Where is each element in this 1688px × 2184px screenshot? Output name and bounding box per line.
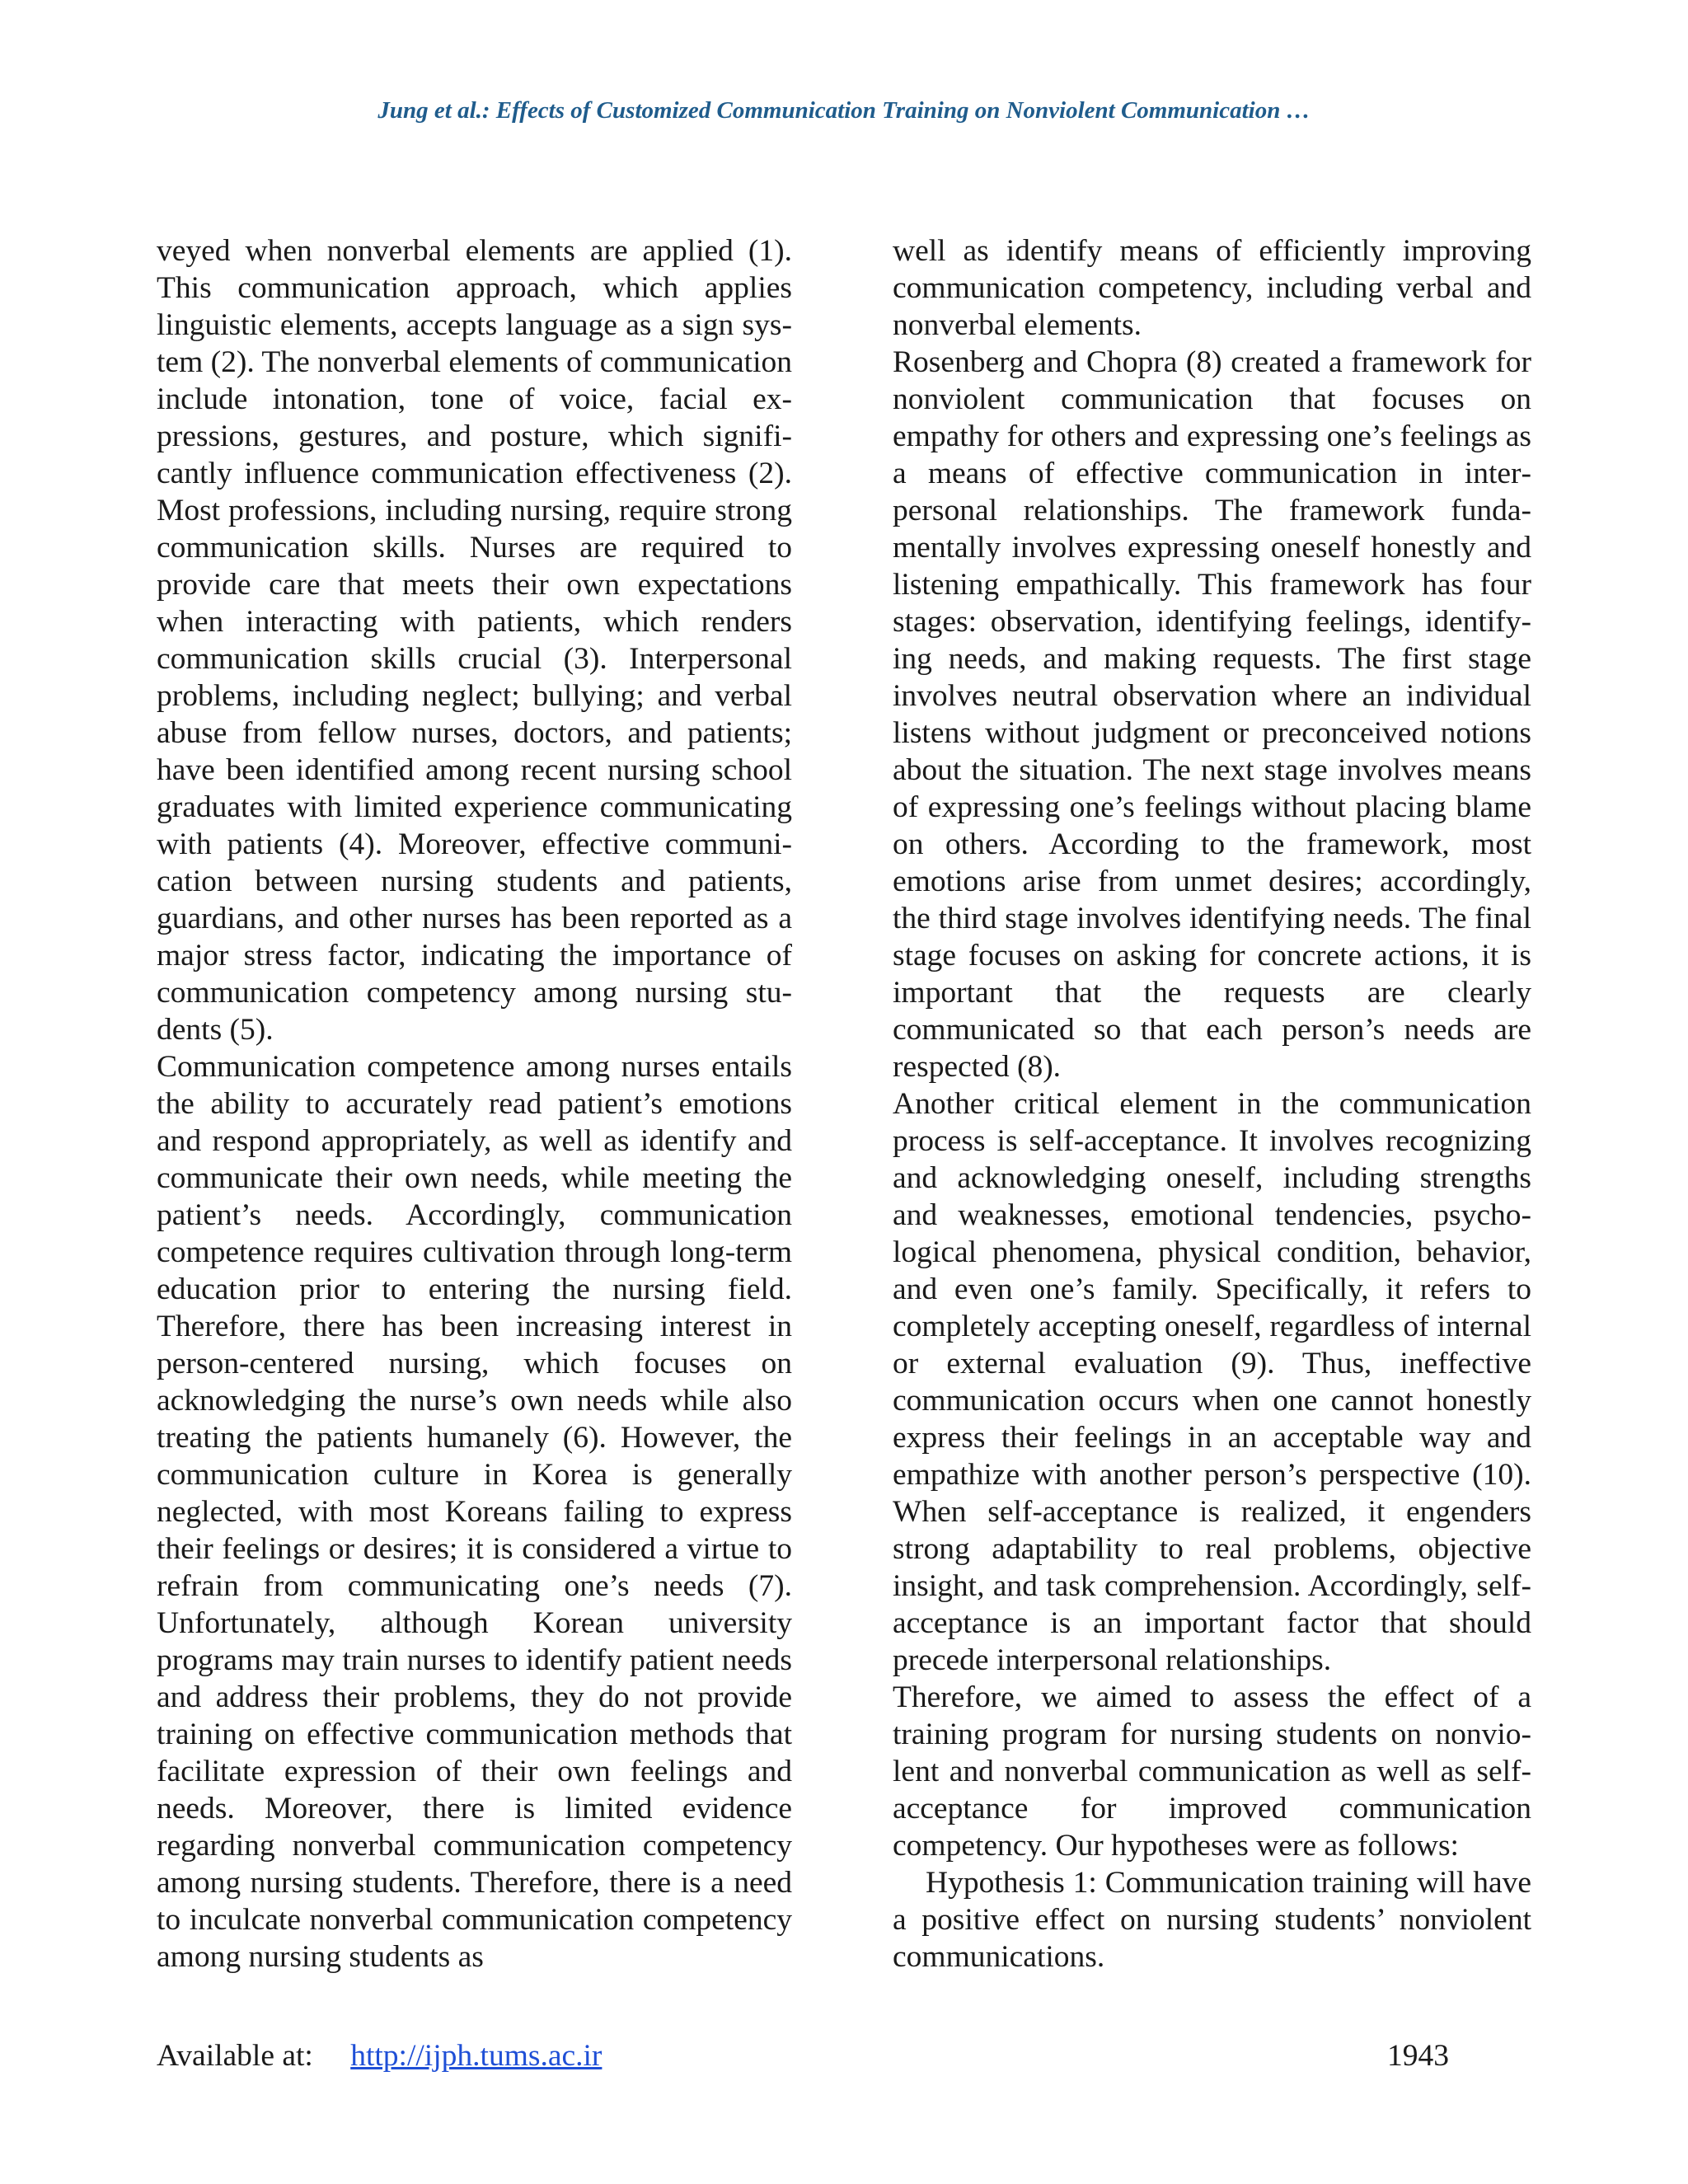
left-column xyxy=(157,232,792,1975)
body-paragraph: Communication competence among nurses entails the ability to accurately read patient’s emotions and respond appropriately, as well as identify and communicate their own needs, while meeting the patient’s needs. Accordingly, communication competence requires cultivation through long-term education prior to entering the nursing field. Therefore, there has been increasing interest in person-centered nursing, which focuses on acknowledging the nurse’s own needs while also treating the patients humanely (6). However, the communication culture in Korea is generally neglected, with most Koreans failing to express their feelings or desires; it is considered a virtue to refrain from communicating one’s needs (7). Unfortunately, although Korean university programs may train nurses to identify patient needs and address their problems, they do not provide training on effective communication methods that facilitate expression of their own feelings and needs. Moreover, there is limited evidence regarding nonverbal communication competency among nursing students. Therefore, there is a need to inculcate nonverbal communication competency among nursing students as xyxy=(157,1050,792,1974)
running-header: Jung et al.: Effects of Customized Communication Training on Nonviolent Communication … xyxy=(377,97,1311,124)
page-number: 1943 xyxy=(1387,2039,1449,2073)
right-column xyxy=(893,232,1531,1975)
body-paragraph: veyed when nonverbal elements are applied (1). This communication approach, which applies linguistic elements, accepts language as a sign system (2). The nonverbal elements of communication include intonation, tone of voice, facial expressions, gestures, and posture, which significantly influence communication effectiveness (2). Most professions, including nursing, require strong communication skills. Nurses are required to provide care that meets their own expectations when interacting with patients, which renders communication skills crucial (3). Interpersonal problems, including neglect; bullying; and verbal abuse from fellow nurses, doctors, and patients; have been identified among recent nursing school graduates with limited experience communicating with patients (4). Moreover, effective communication between nursing students and patients, guardians, and other nurses has been reported as a major stress factor, indicating the importance of communication competency among nursing students (5). xyxy=(157,234,792,1047)
hypothesis-paragraph: Hypothesis 1: Communication training will have a positive effect on nursing students’ nonviolent communications. xyxy=(893,1866,1531,1974)
body-paragraph: well as identify means of efficiently improving communication competency, including verbal and nonverbal elements. xyxy=(893,234,1531,342)
body-paragraph: Rosenberg and Chopra (8) created a framework for nonviolent communication that focuses on empathy for others and expressing one’s feelings as a means of effective communication in interpersonal relationships. The framework fundamentally involves expressing oneself honestly and listening empathically. This framework has four stages: observation, identifying feelings, identifying needs, and making requests. The first stage involves neutral observation where an individual listens without judgment or preconceived notions about the situation. The next stage involves means of expressing one’s feelings without placing blame on others. According to the framework, most emotions arise from unmet desires; accordingly, the third stage involves identifying needs. The final stage focuses on asking for concrete actions, it is important that the requests are clearly communicated so that each person’s needs are respected (8). xyxy=(893,345,1531,1084)
body-paragraph: Therefore, we aimed to assess the effect of a training program for nursing students on nonviolent and nonverbal communication as well as self-acceptance for improved communication competency. Our hypotheses were as follows: xyxy=(893,1680,1531,1863)
journal-url-link[interactable]: http://ijph.tums.ac.ir xyxy=(350,2039,603,2073)
page-footer xyxy=(157,2037,1449,2074)
body-paragraph: Another critical element in the communication process is self-acceptance. It involves recognizing and acknowledging oneself, including strengths and weaknesses, emotional tendencies, psychological phenomena, physical condition, behavior, and even one’s family. Specifically, it refers to completely accepting oneself, regardless of internal or external evaluation (9). Thus, ineffective communication occurs when one cannot honestly express their feelings in an acceptable way and empathize with another person’s perspective (10). When self-acceptance is realized, it engenders strong adaptability to real problems, objective insight, and task comprehension. Accordingly, self-acceptance is an important factor that should precede interpersonal relationships. xyxy=(893,1087,1531,1677)
available-at-label: Available at: xyxy=(157,2039,313,2073)
